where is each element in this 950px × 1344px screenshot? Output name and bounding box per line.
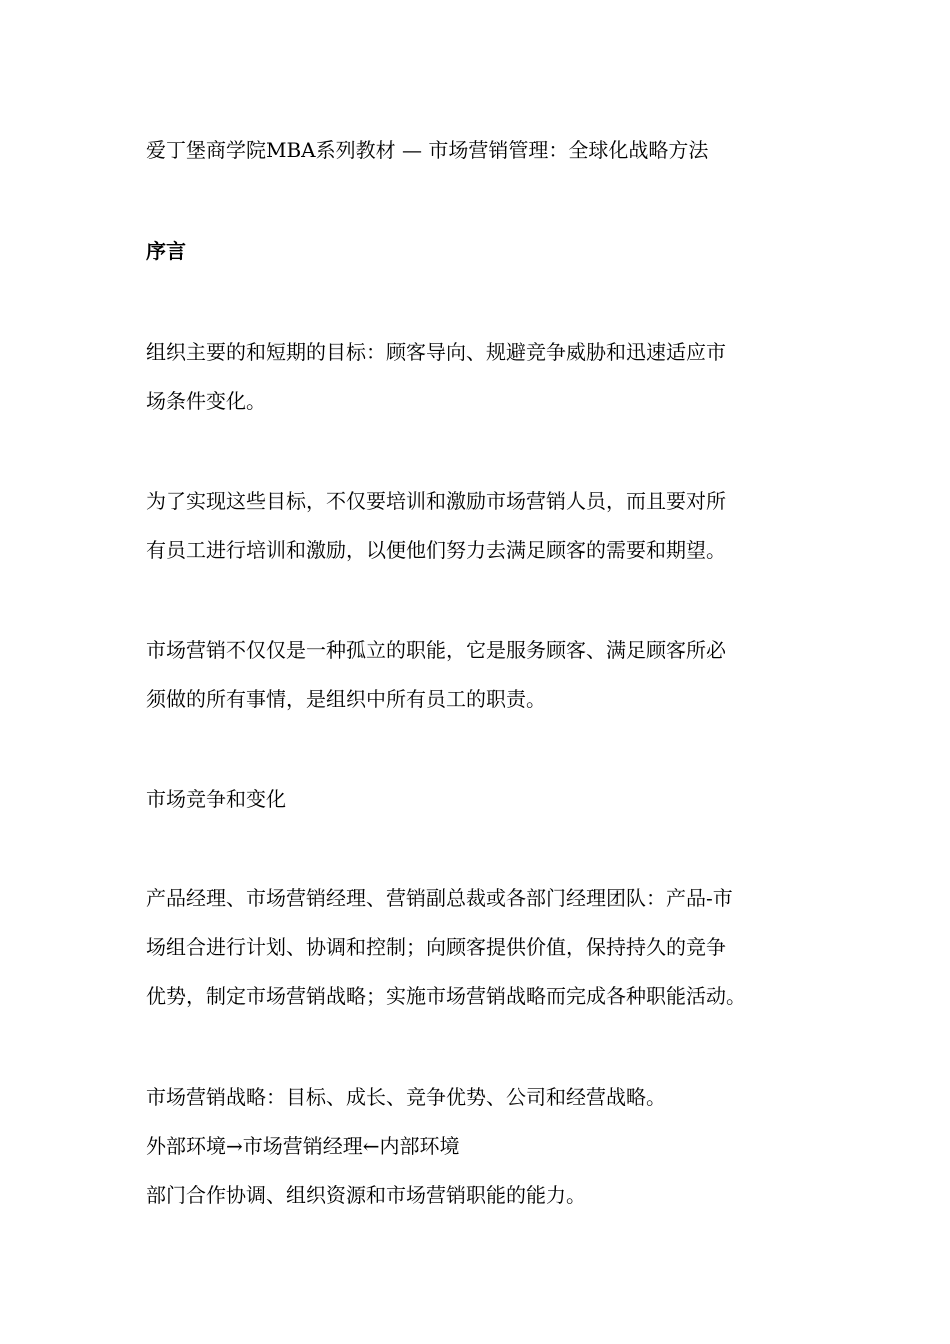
paragraph-7: 部门合作协调、组织资源和市场营销职能的能力。 — [146, 1183, 586, 1207]
paragraph-3-line-2: 须做的所有事情，是组织中所有员工的职责。 — [146, 687, 546, 711]
paragraph-4-line-2: 场组合进行计划、协调和控制；向顾客提供价值，保持持久的竞争 — [146, 935, 726, 959]
paragraph-5: 市场营销战略：目标、成长、竞争优势、公司和经营战略。 — [146, 1085, 666, 1109]
paragraph-2-line-2: 有员工进行培训和激励，以便他们努力去满足顾客的需要和期望。 — [146, 538, 726, 562]
paragraph-4-line-1: 产品经理、市场营销经理、营销副总裁或各部门经理团队：产品-市 — [146, 886, 733, 910]
paragraph-4-line-3: 优势，制定市场营销战略；实施市场营销战略而完成各种职能活动。 — [146, 984, 746, 1008]
document-title: 爱丁堡商学院MBA系列教材 — 市场营销管理：全球化战略方法 — [146, 138, 709, 162]
paragraph-2-line-1: 为了实现这些目标，不仅要培训和激励市场营销人员，而且要对所 — [146, 489, 726, 513]
section-heading: 市场竞争和变化 — [146, 787, 286, 811]
preface-heading: 序言 — [146, 239, 186, 263]
paragraph-6: 外部环境→市场营销经理←内部环境 — [146, 1134, 460, 1158]
paragraph-1-line-2: 场条件变化。 — [146, 389, 266, 413]
paragraph-1-line-1: 组织主要的和短期的目标：顾客导向、规避竞争威胁和迅速适应市 — [146, 340, 726, 364]
paragraph-3-line-1: 市场营销不仅仅是一种孤立的职能，它是服务顾客、满足顾客所必 — [146, 638, 726, 662]
